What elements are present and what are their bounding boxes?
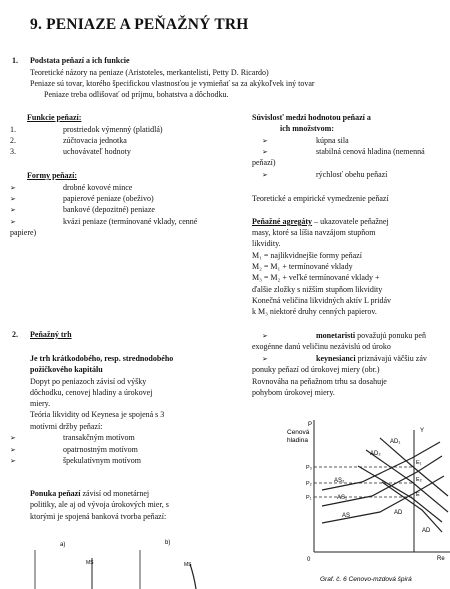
formy-item: kvázi peniaze (termínované vklady, cenné bbox=[63, 217, 198, 226]
agregaty-line: M₂ = M₁ + termínované vklady bbox=[252, 262, 353, 271]
keyn-line bbox=[316, 354, 427, 364]
agregaty-line: likvidity. bbox=[252, 239, 281, 248]
page-title: 9. PENIAZE A PEŇAŽNÝ TRH bbox=[30, 16, 249, 33]
fig-b-ms-label: MS bbox=[184, 562, 192, 568]
graph-label: E₂ bbox=[416, 477, 422, 483]
section-2-line: Teória likvidity od Keynesa je spojená s 3 bbox=[30, 410, 165, 419]
fig-a-ms-label: MS bbox=[86, 560, 94, 566]
graph-ad-curve-2 bbox=[382, 482, 442, 532]
suvislost-item: rýchlosť obehu peňazí bbox=[316, 170, 388, 179]
motive-item: opatrnostným motívom bbox=[63, 445, 138, 454]
formy-item: bankové (depozitné) peniaze bbox=[63, 205, 155, 214]
funkcie-heading: Funkcie peňazí: bbox=[27, 113, 82, 122]
section-1-line: Teoretické názory na peniaze (Aristoteles, merkantelisti, Petty D. Ricardo) bbox=[30, 68, 269, 77]
monet-line2: exogénne danú veličinu nezávislú od úroko bbox=[252, 342, 391, 351]
section-1-heading: Podstata peňazí a ich funkcie bbox=[30, 56, 130, 65]
fig-b-label: b) bbox=[165, 540, 171, 546]
section-2-line: Dopyt po peniazoch závisí od výšky bbox=[30, 377, 147, 386]
monet-line bbox=[316, 331, 426, 341]
rovnovaha-line: Rovnováha na peňažnom trhu sa dosahuje bbox=[252, 377, 387, 386]
monet-rest: považujú ponuku peň bbox=[355, 331, 426, 340]
suvislost-heading: ich množstvom: bbox=[280, 124, 334, 133]
section-1-number: 1. bbox=[12, 56, 18, 65]
graph-label: E bbox=[416, 492, 420, 498]
section-2-sub: požičkového kapitálu bbox=[30, 365, 103, 374]
suvislost-item: kúpna sila bbox=[316, 136, 349, 145]
agregaty-heading: Peňažné agregáty bbox=[252, 217, 313, 226]
agregaty-line: ďalšie zložky s nižším stupňom likvidity bbox=[252, 285, 383, 294]
graph-label: AS₂ bbox=[334, 478, 345, 484]
graph-label: AD₁ bbox=[390, 439, 401, 445]
small-figures bbox=[0, 530, 240, 589]
section-2-line: miery. bbox=[30, 399, 51, 408]
fig-a-label: a) bbox=[60, 542, 66, 548]
graph-origin: 0 bbox=[307, 557, 311, 563]
bullet-arrow-icon: ➢ bbox=[10, 195, 16, 203]
teoreticke-line: Teoretické a empirické vymedzenie peňazí bbox=[252, 194, 389, 203]
funkcie-item: prostriedok výmenný (platidlá) bbox=[63, 125, 163, 134]
formy-item: papierové peniaze (obeživo) bbox=[63, 194, 154, 203]
section-1-line: Peniaze treba odlišovať od príjmu, bohatstva a dôchodku. bbox=[44, 90, 229, 99]
bullet-arrow-icon: ➢ bbox=[10, 446, 16, 454]
graph-label: AS₁ bbox=[337, 495, 348, 501]
agregaty-line: M₁ = najlikvidnejšie formy peňazí bbox=[252, 251, 362, 260]
graph-label: AS bbox=[342, 513, 351, 519]
ponuka-line: ktorými je spojená banková tvorba peňazí: bbox=[30, 512, 167, 521]
section-2-sub: Je trh krátkodobého, resp. strednodobého bbox=[30, 354, 174, 363]
formy-item-cont: papiere) bbox=[10, 228, 37, 237]
formy-item: drobné kovové mince bbox=[63, 183, 133, 192]
section-2-heading: Peňažný trh bbox=[30, 330, 72, 339]
graph-label: P₂ bbox=[306, 481, 312, 487]
graph-label: AD bbox=[394, 510, 403, 516]
graph-label: P₃ bbox=[306, 465, 312, 471]
bullet-arrow-icon: ➢ bbox=[262, 148, 268, 156]
section-1-line: Peniaze sú tovar, ktorého špecifickou vlastnosťou je vymieňať sa za akýkoľvek iný tovar bbox=[30, 79, 315, 88]
graph-y-right: Y bbox=[420, 428, 425, 434]
bullet-arrow-icon: ➢ bbox=[262, 332, 268, 340]
section-2-number: 2. bbox=[12, 330, 18, 339]
bullet-arrow-icon: ➢ bbox=[10, 434, 16, 442]
rovnovaha-line: pohybom úrokovej miery. bbox=[252, 388, 335, 397]
graph-ylabel: Cenová bbox=[287, 429, 310, 436]
agregaty-line: M₃ = M₂ + veľké termínované vklady + bbox=[252, 273, 380, 282]
ponuka-line: politiky, ale aj od vývoja úrokových mier, s bbox=[30, 500, 169, 509]
bullet-arrow-icon: ➢ bbox=[10, 206, 16, 214]
price-wage-spiral-graph bbox=[262, 410, 450, 589]
ponuka-line bbox=[30, 489, 149, 499]
formy-heading: Formy peňazí: bbox=[27, 171, 77, 180]
motive-item: špekulatívnym motívom bbox=[63, 456, 141, 465]
keyn-bold: keynesianci bbox=[316, 354, 356, 363]
graph-caption: Graf. č. 6 Cenovo-mzdová špirá bbox=[320, 576, 412, 583]
keyn-line2: ponuky peňazí od úrokovej miery (obr.) bbox=[252, 365, 380, 374]
motive-item: transakčným motívom bbox=[63, 433, 135, 442]
agregaty-heading-line bbox=[252, 217, 389, 227]
agregaty-line: k M₃ niektoré druhy cenných papierov. bbox=[252, 307, 377, 316]
funkcie-item: uchovávateľ hodnoty bbox=[63, 147, 131, 156]
suvislost-heading: Súvislosť medzi hodnotou peňazí a bbox=[252, 113, 371, 122]
graph-label: E₁ bbox=[416, 460, 422, 466]
funkcie-num: 1. bbox=[10, 125, 16, 134]
bullet-arrow-icon: ➢ bbox=[262, 355, 268, 363]
funkcie-item: zúčtovacia jednotka bbox=[63, 136, 127, 145]
monet-bold: monetaristi bbox=[316, 331, 356, 340]
bullet-arrow-icon: ➢ bbox=[10, 184, 16, 192]
graph-p-top: P bbox=[308, 422, 313, 428]
section-2-line: dôchodku, cenovej hladiny a úrokovej bbox=[30, 388, 153, 397]
ponuka-bold: Ponuka peňazí bbox=[30, 489, 81, 498]
bullet-arrow-icon: ➢ bbox=[262, 137, 268, 145]
agregaty-line: Konečná veličina likvidných aktív L pridáv bbox=[252, 296, 391, 305]
ponuka-rest: závisí od monetárnej bbox=[80, 489, 150, 498]
graph-label: AD bbox=[422, 528, 431, 534]
graph-ylabel: hladina bbox=[287, 437, 308, 444]
bullet-arrow-icon: ➢ bbox=[262, 171, 268, 179]
agregaty-line: masy, ktoré sa líšia navzájom stupňom bbox=[252, 228, 376, 237]
graph-label: AD₂ bbox=[370, 451, 381, 457]
keyn-rest: priznávajú väčšiu záv bbox=[355, 354, 427, 363]
section-2-line: motívmi držby peňazí: bbox=[30, 422, 103, 431]
bullet-arrow-icon: ➢ bbox=[10, 218, 16, 226]
suvislost-cont: peňazí) bbox=[252, 158, 276, 167]
suvislost-item: stabilná cenová hladina (nemenná bbox=[316, 147, 425, 156]
funkcie-num: 3. bbox=[10, 147, 16, 156]
graph-xlabel: Re bbox=[437, 556, 445, 562]
bullet-arrow-icon: ➢ bbox=[10, 457, 16, 465]
funkcie-num: 2. bbox=[10, 136, 16, 145]
agregaty-rest: – ukazovatele peňažnej bbox=[312, 217, 389, 226]
graph-label: P₁ bbox=[306, 495, 312, 501]
